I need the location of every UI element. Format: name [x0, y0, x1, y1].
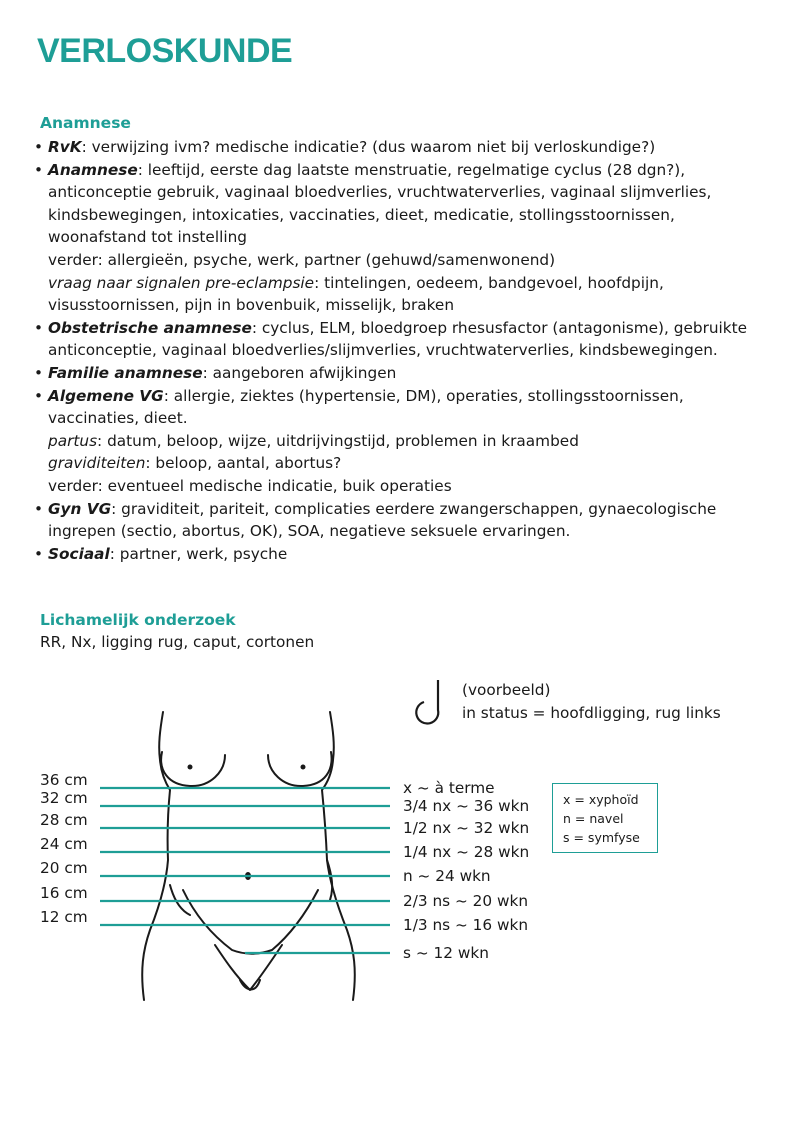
item-text: : cyclus, ELM, bloedgroep rhesusfactor (antagonisme), gebruikte [251, 318, 748, 337]
lichamelijk-text: RR, Nx, ligging rug, caput, cortonen [40, 633, 315, 651]
measurement-week-label: 1/2 nx ~ 32 wkn [403, 819, 530, 837]
item-text: kindsbewegingen, intoxicaties, vaccinaties, dieet, medicatie, stollingsstoornissen, [48, 205, 675, 224]
item-text: : beloop, aantal, abortus? [145, 454, 342, 473]
measurement-week-label: x ~ à terme [403, 779, 495, 797]
item-text: ingrepen (sectio, abortus, OK), SOA, negatieve seksuele ervaringen. [48, 522, 571, 541]
fundus-height-diagram [0, 660, 800, 1040]
measurement-week-label: 1/4 nx ~ 28 wkn [403, 843, 530, 861]
list-item: • RvK: verwijzing ivm? medische indicatie? (dus waarom niet bij verloskundige?) [34, 138, 656, 156]
measurement-cm-label: 36 cm [40, 771, 88, 789]
anamnese-heading: Anamnese [40, 114, 131, 132]
measurement-week-label: 3/4 nx ~ 36 wkn [403, 797, 530, 815]
item-italic: vraag naar signalen pre-eclampsie [48, 273, 315, 292]
item-head: Sociaal [48, 544, 110, 563]
measurement-week-label: n ~ 24 wkn [403, 867, 491, 885]
measurement-cm-label: 24 cm [40, 835, 88, 853]
item-text: : tintelingen, oedeem, bandgevoel, hoofdpijn, [314, 273, 664, 292]
legend-item: x = xyphoïd [563, 792, 639, 807]
item-text: verder: allergieën, psyche, werk, partner (gehuwd/samenwonend) [48, 250, 556, 269]
item-text: : datum, beloop, wijze, uitdrijvingstijd, problemen in kraambed [97, 431, 579, 450]
item-head: Obstetrische anamnese [48, 318, 252, 337]
nipple-right-icon [301, 765, 306, 770]
list-item: • Gyn VG: graviditeit, pariteit, complicaties eerdere zwangerschappen, gynaecologische ingrepen (sectio, abortus, OK), SOA, negatieve seksuele ervaringen. [34, 498, 774, 543]
list-item: • Obstetrische anamnese: cyclus, ELM, bloedgroep rhesusfactor (antagonisme), gebruikte anticonceptie, vaginaal bloedverlies/slijmverlies, vruchtwaterverlies, kindsbewegingen. [34, 317, 774, 362]
measurement-cm-label: 32 cm [40, 789, 88, 807]
body-outline-icon [142, 712, 355, 1000]
list-item: • Familie anamnese: aangeboren afwijkingen [34, 363, 397, 382]
legend-item: n = navel [563, 811, 624, 826]
item-head: Gyn VG [48, 499, 112, 518]
item-text: : graviditeit, pariteit, complicaties eerdere zwangerschappen, gynaecologische [111, 499, 717, 518]
item-head: RvK [48, 138, 82, 156]
anamnese-list [34, 136, 774, 565]
item-text: : partner, werk, psyche [109, 544, 288, 563]
item-head: Familie anamnese [48, 363, 203, 382]
list-item: • Sociaal: partner, werk, psyche [34, 544, 288, 563]
list-item: • Algemene VG: allergie, ziektes (hypertensie, DM), operaties, stollingsstoornissen, vaccinaties, dieet. partus: datum, beloop, wijze, uitdrijvingstijd, problemen in kraambed graviditeiten: beloop, aantal, abortus? verder: eventueel medische indicatie, buik operaties [34, 385, 774, 498]
item-head: Anamnese [48, 160, 138, 179]
measurement-cm-label: 16 cm [40, 884, 88, 902]
example-line-2: in status = hoofdligging, rug links [462, 703, 721, 722]
fetal-position-symbol [416, 680, 438, 723]
item-text: vaccinaties, dieet. [48, 409, 188, 428]
item-text: visusstoornissen, pijn in bovenbuik, misselijk, braken [48, 296, 455, 315]
page-title: VERLOSKUNDE [37, 32, 293, 70]
measurement-cm-label: 28 cm [40, 811, 88, 829]
item-text: anticonceptie, vaginaal bloedverlies/slijmverlies, vruchtwaterverlies, kindsbewegingen. [48, 341, 718, 360]
item-text: verder: eventueel medische indicatie, buik operaties [48, 476, 452, 495]
legend-box [552, 783, 658, 853]
item-italic: partus [48, 431, 98, 450]
item-text: : aangeboren afwijkingen [202, 363, 397, 382]
measurement-week-label: s ~ 12 wkn [403, 944, 489, 962]
lichamelijk-heading: Lichamelijk onderzoek [40, 611, 236, 629]
example-line-1: (voorbeeld) [462, 681, 551, 699]
item-italic: graviditeiten [48, 454, 146, 473]
item-text: woonafstand tot instelling [48, 228, 247, 247]
item-head: Algemene VG [48, 386, 164, 405]
measurement-cm-label: 20 cm [40, 859, 88, 877]
legend-item: s = symfyse [563, 830, 640, 845]
item-text: : allergie, ziektes (hypertensie, DM), operaties, stollingsstoornissen, [163, 386, 684, 405]
measurement-week-label: 2/3 ns ~ 20 wkn [403, 892, 529, 910]
item-text: anticonceptie gebruik, vaginaal bloedverlies, vruchtwaterverlies, vaginaal slijmverlies, [48, 183, 712, 202]
measurement-week-label: 1/3 ns ~ 16 wkn [403, 916, 529, 934]
nipple-left-icon [188, 765, 193, 770]
measurement-cm-label: 12 cm [40, 908, 88, 926]
item-text: : leeftijd, eerste dag laatste menstruatie, regelmatige cyclus (28 dgn?), [137, 160, 686, 179]
list-item: • Anamnese: leeftijd, eerste dag laatste menstruatie, regelmatige cyclus (28 dgn?), anticonceptie gebruik, vaginaal bloedverlies, vruchtwaterverlies, vaginaal slijmverlies, kindsbewegingen, intoxicaties, vaccinaties, dieet, medicatie, stollingsstoornissen, woonafstand tot instelling verder: allergieën, psyche, werk, partner (gehuwd/samenwonend) vraag naar signalen pre-eclampsie: tintelingen, oedeem, bandgevoel, hoofdpijn, visusstoornissen, pijn in bovenbuik, misselijk, braken [34, 159, 774, 317]
item-text: : verwijzing ivm? medische indicatie? (dus waarom niet bij verloskundige?) [81, 138, 656, 156]
